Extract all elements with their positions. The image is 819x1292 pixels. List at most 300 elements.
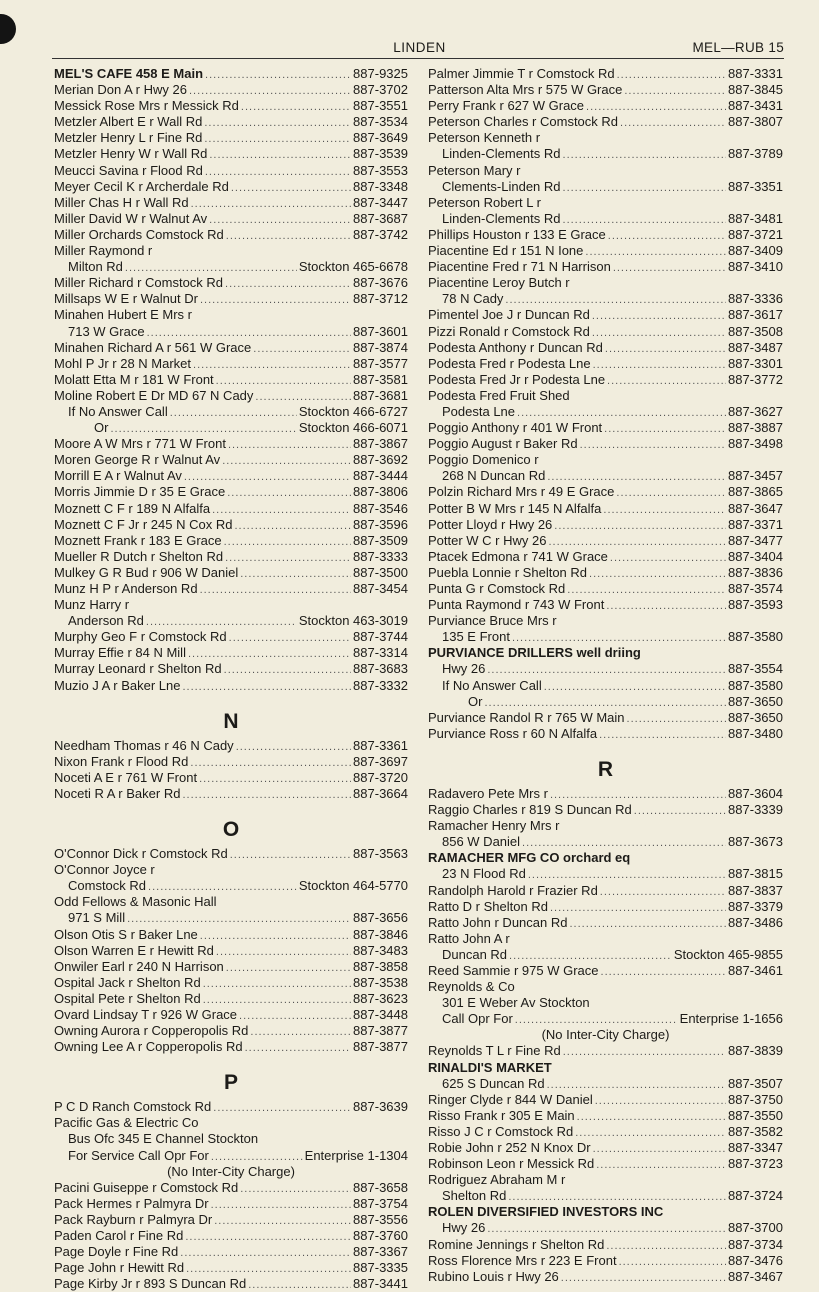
leader-dots — [508, 1189, 726, 1204]
leader-dots — [517, 405, 726, 420]
listing-name: Morris Jimmie D r 35 E Grace — [54, 484, 226, 500]
listing-entry — [54, 1196, 408, 1212]
leader-dots — [255, 389, 351, 404]
leader-dots — [205, 67, 351, 82]
listing-name: Peterson Mary r — [428, 162, 521, 178]
leader-dots — [214, 1213, 351, 1228]
listing-name: Olson Otis S r Baker Lne — [54, 926, 198, 942]
listing-name: 713 W Grace — [68, 323, 145, 339]
listing-entry — [54, 436, 408, 452]
listing-name: Mohl P Jr r 28 N Market — [54, 355, 192, 371]
listing-name: Millsaps W E r Walnut Dr — [54, 291, 198, 307]
listing-entry — [54, 468, 408, 484]
phone-number: Stockton 463-3019 — [298, 613, 408, 629]
leader-dots — [250, 1024, 351, 1039]
leader-dots — [577, 1109, 726, 1124]
listing-column-right — [428, 66, 783, 1285]
listing-name: Hwy 26 — [442, 661, 486, 677]
listing-entry — [54, 754, 408, 770]
listing-entry — [54, 146, 408, 162]
leader-dots — [606, 1238, 726, 1253]
listing-entry — [54, 388, 408, 404]
listing-entry — [428, 1172, 783, 1188]
leader-dots — [605, 341, 726, 356]
listing-entry — [428, 661, 783, 677]
leader-dots — [592, 325, 726, 340]
phone-number: 887-3617 — [728, 307, 783, 323]
listing-entry — [54, 878, 408, 894]
listing-name: Duncan Rd — [442, 946, 508, 962]
listing-name: Page Kirby Jr r 893 S Duncan Rd — [54, 1276, 247, 1292]
leader-dots — [563, 180, 727, 195]
phone-number: 887-3553 — [353, 162, 408, 178]
phone-number: 887-3563 — [353, 846, 408, 862]
listing-name: Metzler Albert E r Wall Rd — [54, 114, 203, 130]
phone-number: 887-3839 — [728, 1043, 783, 1059]
leader-dots — [585, 244, 726, 259]
phone-number: 887-3656 — [353, 910, 408, 926]
listing-name: Purviance Ross r 60 N Alfalfa — [428, 725, 598, 741]
listing-name: Peterson Charles r Comstock Rd — [428, 114, 619, 130]
listing-name: Metzler Henry W r Wall Rd — [54, 146, 208, 162]
leader-dots — [563, 147, 727, 162]
listing-entry — [428, 436, 783, 452]
phone-number: 887-3712 — [353, 291, 408, 307]
phone-number: 887-3336 — [728, 291, 783, 307]
listing-entry — [428, 597, 783, 613]
phone-number: 887-3351 — [728, 178, 783, 194]
listing-entry — [54, 738, 408, 754]
phone-number: 887-3837 — [728, 882, 783, 898]
listing-entry — [54, 597, 408, 613]
phone-number: 887-3887 — [728, 420, 783, 436]
listing-entry — [54, 678, 408, 694]
listing-entry — [428, 883, 783, 899]
listing-name: Miller Raymond r — [54, 243, 153, 259]
phone-number: 887-3649 — [353, 130, 408, 146]
listing-name: Piacentine Leroy Butch r — [428, 275, 570, 291]
phone-number: 887-3627 — [728, 403, 783, 419]
listing-entry — [428, 947, 783, 963]
phone-number: Stockton 464-5770 — [298, 878, 408, 894]
listing-name: Miller Orchards Comstock Rd — [54, 226, 224, 242]
leader-dots — [245, 1040, 351, 1055]
listing-name: Clements-Linden Rd — [442, 178, 561, 194]
listing-name: Pacini Guiseppe r Comstock Rd — [54, 1179, 239, 1195]
phone-number: 887-3539 — [353, 146, 408, 162]
listing-entry — [54, 862, 408, 878]
listing-name: Phillips Houston r 133 E Grace — [428, 226, 606, 242]
listing-entry — [428, 372, 783, 388]
listing-name: Potter W C r Hwy 26 — [428, 532, 547, 548]
listing-name: O'Connor Joyce r — [54, 862, 155, 878]
leader-dots — [616, 485, 726, 500]
leader-dots — [224, 534, 351, 549]
listing-name: Comstock Rd — [68, 878, 147, 894]
section-letter: O — [222, 818, 240, 842]
leader-dots — [225, 276, 351, 291]
leader-dots — [509, 948, 672, 963]
leader-dots — [222, 453, 351, 468]
listing-entry — [428, 501, 783, 517]
listing-entry — [428, 1269, 783, 1285]
listing-name: Or — [468, 693, 483, 709]
phone-number: 887-3742 — [353, 226, 408, 242]
listing-name: Meucci Savina r Flood Rd — [54, 162, 203, 178]
leader-dots — [193, 357, 351, 372]
listing-entry — [54, 163, 408, 179]
phone-number: 887-3720 — [353, 769, 408, 785]
leader-dots — [189, 83, 351, 98]
listing-entry — [54, 1212, 408, 1228]
listing-name: Moore A W Mrs r 771 W Front — [54, 436, 226, 452]
listing-entry — [54, 66, 408, 82]
listing-entry — [428, 899, 783, 915]
listing-entry — [54, 549, 408, 565]
phone-number: 887-3457 — [728, 468, 783, 484]
phone-number: 887-3877 — [353, 1023, 408, 1039]
leader-dots — [180, 1245, 351, 1260]
listing-entry — [54, 243, 408, 259]
phone-number: 887-3596 — [353, 516, 408, 532]
leader-dots — [226, 960, 351, 975]
phone-number: 887-3815 — [728, 866, 783, 882]
listing-name: Or — [94, 420, 109, 436]
listing-name: Polzin Richard Mrs r 49 E Grace — [428, 484, 615, 500]
listing-entry — [428, 356, 783, 372]
listing-entry — [54, 275, 408, 291]
leader-dots — [228, 437, 351, 452]
listing-name: For Service Call Opr For — [68, 1147, 209, 1163]
listing-entry — [428, 517, 783, 533]
leader-dots — [575, 1125, 726, 1140]
listing-name: Noceti R A r Baker Rd — [54, 785, 181, 801]
leader-dots — [620, 115, 726, 130]
listing-entry — [54, 98, 408, 114]
leader-dots — [593, 1141, 726, 1156]
leader-dots — [617, 67, 726, 82]
listing-entry — [428, 1253, 783, 1269]
leader-dots — [205, 164, 351, 179]
listing-entry — [428, 565, 783, 581]
phone-number: 887-3546 — [353, 500, 408, 516]
phone-number: Enterprise 1-1656 — [679, 1011, 783, 1027]
listing-entry — [54, 1276, 408, 1292]
listing-column-left — [54, 66, 408, 1292]
listing-name: Ovard Lindsay T r 926 W Grace — [54, 1006, 238, 1022]
listing-entry — [428, 275, 783, 291]
listing-entry — [54, 307, 408, 323]
phone-number: 887-3508 — [728, 323, 783, 339]
leader-dots — [253, 341, 351, 356]
listing-name: Ospital Jack r Shelton Rd — [54, 974, 201, 990]
listing-entry — [54, 1228, 408, 1244]
listing-entry — [428, 1060, 783, 1076]
leader-dots — [182, 679, 351, 694]
phone-number: 887-3581 — [353, 371, 408, 387]
phone-number: 887-3846 — [353, 926, 408, 942]
phone-number: 887-3331 — [728, 66, 783, 81]
phone-number: 887-3789 — [728, 146, 783, 162]
leader-dots — [596, 1157, 726, 1172]
listing-name: Call Opr For — [442, 1011, 513, 1027]
phone-number: 887-3806 — [353, 484, 408, 500]
listing-entry — [54, 130, 408, 146]
phone-number: 887-3500 — [353, 564, 408, 580]
listing-entry — [54, 1023, 408, 1039]
listing-name: Noceti A E r 761 W Front — [54, 769, 198, 785]
listing-name: Muzio J A r Baker Lne — [54, 677, 181, 693]
section-letter: N — [223, 709, 239, 733]
listing-name: RAMACHER MFG CO orchard eq — [428, 850, 631, 866]
phone-number: 887-3361 — [353, 737, 408, 753]
listing-name: Perry Frank r 627 W Grace — [428, 98, 585, 114]
leader-dots — [512, 630, 726, 645]
listing-entry — [428, 452, 783, 468]
listing-name: MEL'S CAFE 458 E Main — [54, 66, 204, 81]
listing-name: RINALDI'S MARKET — [428, 1059, 552, 1075]
leader-dots — [599, 727, 726, 742]
listing-name: Paden Carol r Fine Rd — [54, 1228, 184, 1243]
listing-name: Anderson Rd — [68, 613, 144, 629]
listing-name: Potter B W Mrs r 145 N Alfalfa — [428, 500, 602, 516]
phone-number: 887-3332 — [353, 677, 408, 693]
listing-name: Messick Rose Mrs r Messick Rd — [54, 98, 239, 114]
listing-entry — [54, 943, 408, 959]
listing-name: Pizzi Ronald r Comstock Rd — [428, 323, 590, 339]
listing-entry — [428, 963, 783, 979]
phone-number: 887-3580 — [728, 629, 783, 645]
listing-name: 268 N Duncan Rd — [442, 468, 546, 484]
leader-dots — [601, 964, 727, 979]
leader-dots — [604, 421, 726, 436]
listing-entry — [54, 1007, 408, 1023]
listing-entry — [54, 114, 408, 130]
listing-name: Minahen Richard A r 561 W Grace — [54, 339, 252, 355]
listing-entry — [54, 894, 408, 910]
phone-number: 887-3750 — [728, 1091, 783, 1107]
listing-entry — [428, 533, 783, 549]
listing-name: Bus Ofc 345 E Channel Stockton — [68, 1131, 259, 1147]
listing-name: Moznett Frank r 183 E Grace — [54, 532, 222, 548]
listing-entry — [54, 1039, 408, 1055]
page-header — [55, 40, 784, 58]
listing-entry — [428, 227, 783, 243]
phone-number: 887-3335 — [353, 1260, 408, 1276]
leader-dots — [606, 598, 726, 613]
section-letter: P — [223, 1071, 238, 1095]
phone-number: 887-3448 — [353, 1006, 408, 1022]
leader-dots — [200, 928, 351, 943]
listing-name: Murray Effie r 84 N Mill — [54, 645, 186, 661]
leader-dots — [203, 976, 351, 991]
phone-number: 887-3431 — [728, 98, 783, 114]
phone-number: 887-3700 — [728, 1220, 783, 1236]
phone-number: 887-3551 — [353, 98, 408, 114]
listing-entry — [54, 1131, 408, 1147]
phone-number: 887-3676 — [353, 275, 408, 291]
leader-dots — [231, 180, 351, 195]
listing-entry — [54, 565, 408, 581]
phone-number: 887-3582 — [728, 1123, 783, 1139]
listing-entry — [428, 834, 783, 850]
listing-entry — [54, 259, 408, 275]
listing-name: Shelton Rd — [442, 1188, 507, 1204]
listing-entry — [428, 979, 783, 995]
listing-entry — [428, 786, 783, 802]
listing-name: 856 W Daniel — [442, 834, 521, 850]
listing-name: Rodriguez Abraham M r — [428, 1172, 566, 1188]
phone-number: 887-3681 — [353, 387, 408, 403]
listing-name: Hwy 26 — [442, 1220, 486, 1236]
phone-number: 887-3760 — [353, 1228, 408, 1243]
binder-hole — [0, 14, 16, 44]
listing-entry — [428, 581, 783, 597]
listing-name: Risso J C r Comstock Rd — [428, 1123, 574, 1139]
listing-entry — [428, 931, 783, 947]
leader-dots — [619, 1254, 726, 1269]
listing-name: Ratto John r Duncan Rd — [428, 914, 568, 930]
phone-number: 887-3593 — [728, 597, 783, 613]
phone-number: 887-3486 — [728, 914, 783, 930]
listing-name: Piacentine Fred r 71 N Harrison — [428, 259, 611, 275]
leader-dots — [567, 582, 726, 597]
phone-number: 887-3724 — [728, 1188, 783, 1204]
leader-dots — [505, 292, 726, 307]
leader-dots — [487, 1221, 726, 1236]
listing-entry — [428, 726, 783, 742]
phone-number: 887-3550 — [728, 1107, 783, 1123]
leader-dots — [528, 867, 726, 882]
phone-number: 887-3554 — [728, 661, 783, 677]
listing-name: If No Answer Call — [68, 403, 168, 419]
leader-dots — [580, 437, 726, 452]
listing-entry — [54, 356, 408, 372]
phone-number: 887-3647 — [728, 500, 783, 516]
listing-entry — [54, 179, 408, 195]
leader-dots — [230, 847, 351, 862]
listing-name: Podesta Fred r Podesta Lne — [428, 355, 591, 371]
phone-number: 887-3807 — [728, 114, 783, 130]
listing-name: Merian Don A r Hwy 26 — [54, 82, 187, 98]
phone-number: 887-3692 — [353, 452, 408, 468]
listing-name: Moznett C F Jr r 245 N Cox Rd — [54, 516, 233, 532]
leader-dots — [561, 1270, 726, 1285]
phone-number: 887-3477 — [728, 532, 783, 548]
listing-entry — [428, 388, 783, 404]
listing-entry — [428, 866, 783, 882]
leader-dots — [586, 99, 726, 114]
listing-name: Podesta Fred Fruit Shed — [428, 387, 570, 403]
leader-dots — [608, 228, 726, 243]
listing-entry — [54, 1260, 408, 1276]
leader-dots — [550, 900, 726, 915]
listing-entry — [54, 581, 408, 597]
leader-dots — [624, 83, 726, 98]
leader-dots — [547, 1077, 726, 1092]
phone-number: 887-3877 — [353, 1039, 408, 1055]
phone-number: 887-3444 — [353, 468, 408, 484]
leader-dots — [186, 1261, 351, 1276]
listing-entry — [428, 484, 783, 500]
phone-number: 887-3507 — [728, 1075, 783, 1091]
listing-entry — [428, 613, 783, 629]
listing-name: Poggio August r Baker Rd — [428, 436, 578, 452]
listing-entry — [54, 404, 408, 420]
leader-dots — [487, 662, 726, 677]
listing-name: Owning Lee A r Copperopolis Rd — [54, 1039, 243, 1055]
listing-name: Moline Robert E Dr MD 67 N Cady — [54, 387, 254, 403]
listing-name: Odd Fellows & Masonic Hall — [54, 894, 217, 910]
phone-number: 887-3379 — [728, 898, 783, 914]
listing-entry — [428, 549, 783, 565]
phone-number: 887-3480 — [728, 725, 783, 741]
listing-name: Munz H P r Anderson Rd — [54, 581, 198, 596]
listing-entry — [54, 1099, 408, 1115]
listing-name: Linden-Clements Rd — [442, 210, 561, 226]
listing-entry — [428, 259, 783, 275]
leader-dots — [234, 518, 351, 533]
leader-dots — [209, 147, 351, 162]
listing-entry — [54, 959, 408, 975]
listing-entry — [428, 163, 783, 179]
listing-entry — [428, 98, 783, 114]
listing-name: Munz Harry r — [54, 597, 130, 613]
header-rule — [52, 58, 784, 59]
listing-entry — [428, 1092, 783, 1108]
listing-entry — [428, 1108, 783, 1124]
listing-entry — [428, 645, 783, 661]
listing-name: Moren George R r Walnut Av — [54, 452, 221, 468]
listing-name: (No Inter-City Charge) — [541, 1027, 670, 1043]
listing-name: (No Inter-City Charge) — [167, 1163, 295, 1179]
listing-entry — [428, 850, 783, 866]
leader-dots — [563, 212, 727, 227]
phone-number: 887-3483 — [353, 942, 408, 958]
listing-entry — [54, 291, 408, 307]
leader-dots — [199, 771, 351, 786]
listing-name: P C D Ranch Comstock Rd — [54, 1099, 212, 1115]
listing-entry — [428, 1237, 783, 1253]
listing-entry — [428, 1188, 783, 1204]
phone-number: Enterprise 1-1304 — [304, 1147, 408, 1163]
listing-entry — [428, 995, 783, 1011]
listing-entry — [54, 786, 408, 802]
listing-entry — [428, 629, 783, 645]
listing-name: 135 E Front — [442, 629, 510, 645]
phone-number: 887-3347 — [728, 1140, 783, 1155]
listing-name: Miller Richard r Comstock Rd — [54, 275, 224, 291]
phone-number: 887-3487 — [728, 339, 783, 355]
phone-number: 887-3734 — [728, 1236, 783, 1252]
phone-number: 887-3845 — [728, 82, 783, 98]
phone-number: 887-3687 — [353, 210, 408, 226]
listing-entry — [428, 243, 783, 259]
listing-entry — [428, 1043, 783, 1059]
listing-name: 78 N Cady — [442, 291, 504, 307]
phone-number: 887-9325 — [353, 66, 408, 81]
leader-dots — [229, 630, 351, 645]
listing-name: Miller Chas H r Wall Rd — [54, 194, 189, 210]
phone-number: Stockton 465-6678 — [298, 259, 408, 275]
listing-entry — [428, 818, 783, 834]
listing-name: Podesta Lne — [442, 403, 516, 419]
listing-name: Poggio Domenico r — [428, 452, 539, 468]
listing-entry — [428, 146, 783, 162]
listing-entry — [54, 82, 408, 98]
listing-name: 23 N Flood Rd — [442, 866, 526, 882]
listing-name: Reynolds T L r Fine Rd — [428, 1043, 561, 1059]
